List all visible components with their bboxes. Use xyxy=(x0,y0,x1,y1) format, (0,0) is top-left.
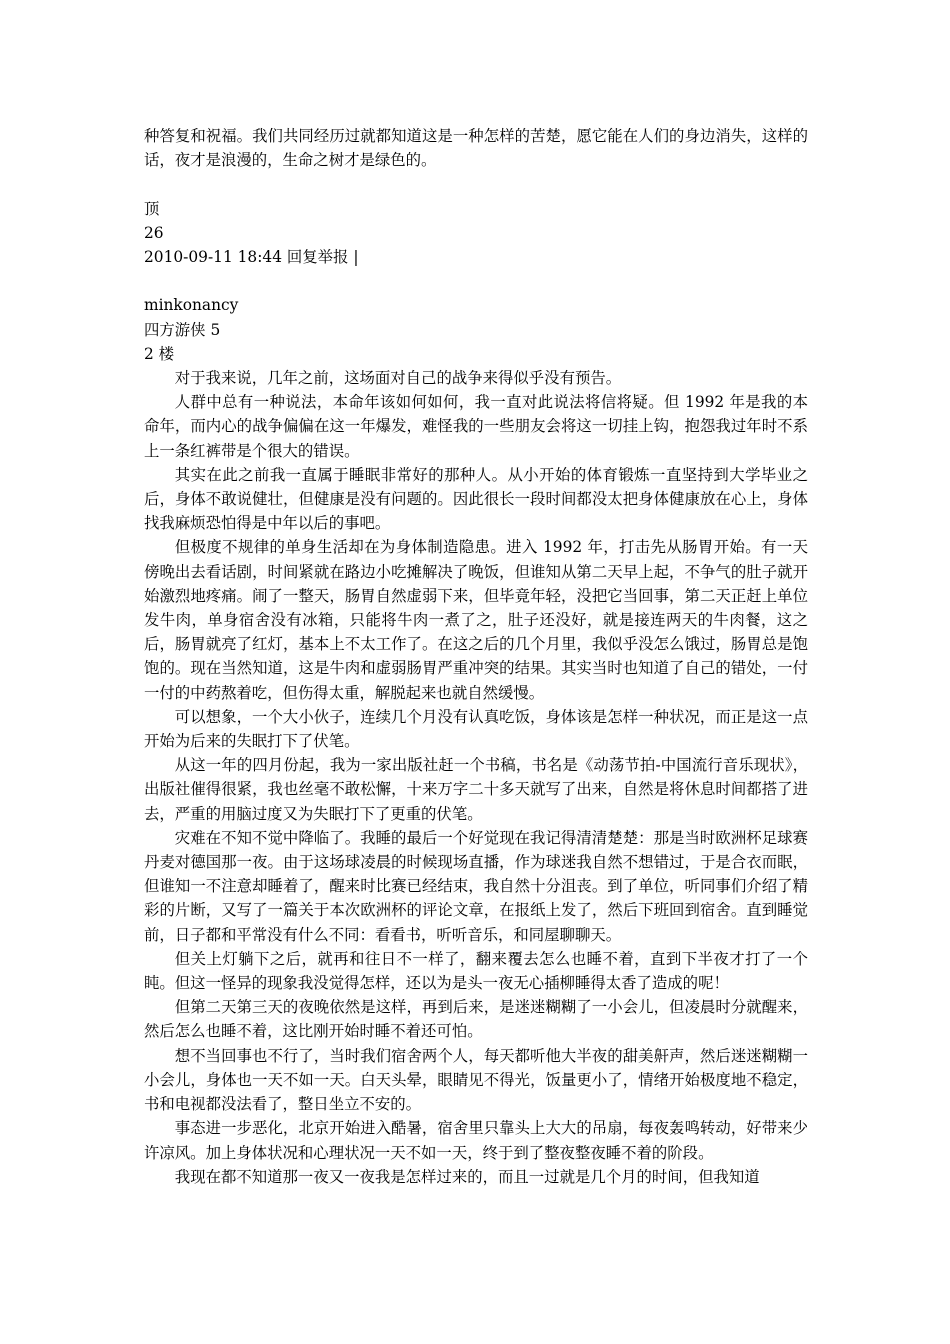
body-paragraph: 其实在此之前我一直属于睡眠非常好的那种人。从小开始的体育锻炼一直坚持到大学毕业之后，身体不敢说健壮，但健康是没有问题的。因此很长一段时间都没太把身体健康放在心上，身体找我麻烦恐怕得是中年以后的事吧。 xyxy=(144,465,808,533)
body-paragraph: 可以想象，一个大小伙子，连续几个月没有认真吃饭，身体该是怎样一种状况，而正是这一点开始为后来的失眠打下了伏笔。 xyxy=(144,707,808,751)
post-count: 26 xyxy=(144,223,164,242)
body-paragraph: 但关上灯躺下之后，就再和往日不一样了，翻来覆去怎么也睡不着，直到下半夜才打了一个盹。但这一怪异的现象我没觉得怎样，还以为是头一夜无心插柳睡得太香了造成的呢！ xyxy=(144,949,808,993)
body-paragraph: 灾难在不知不觉中降临了。我睡的最后一个好觉现在我记得清清楚楚：那是当时欧洲杯足球赛丹麦对德国那一夜。由于这场球凌晨的时候现场直播，作为球迷我自然不想错过，于是合衣而眠，但谁知一不注意却睡着了，醒来时比赛已经结束，我自然十分沮丧。到了单位，听同事们介绍了精彩的片断，又写了一篇关于本次欧洲杯的评论文章，在报纸上发了，然后下班回到宿舍。直到睡觉前，日子都和平常没有什么不同：看看书，听听音乐，和同屋聊聊天。 xyxy=(144,828,808,944)
floor-number: 2 楼 xyxy=(144,344,175,363)
author-username[interactable]: minkonancy xyxy=(144,296,239,315)
spacer xyxy=(144,269,808,293)
top-label[interactable]: 顶 xyxy=(144,199,160,218)
author-rank: 四方游侠 5 xyxy=(144,320,221,339)
intro-paragraph: 种答复和祝福。我们共同经历过就都知道这是一种怎样的苦楚，愿它能在人们的身边消失，这样的话，夜才是浪漫的，生命之树才是绿色的。 xyxy=(144,127,808,170)
body-paragraph: 我现在都不知道那一夜又一夜我是怎样过来的，而且一过就是几个月的时间，但我知道 xyxy=(174,1167,760,1186)
document-page xyxy=(144,124,808,1189)
body-paragraph: 想不当回事也不行了，当时我们宿舍两个人，每天都听他大半夜的甜美鼾声，然后迷迷糊糊一小会儿，身体也一天不如一天。白天头晕，眼睛见不得光，饭量更小了，情绪开始极度地不稳定，书和电视都没法看了，整日坐立不安的。 xyxy=(144,1046,808,1114)
body-paragraph: 从这一年的四月份起，我为一家出版社赶一个书稿，书名是《动荡节拍-中国流行音乐现状》，出版社催得很紧，我也丝毫不敢松懈，十来万字二十多天就写了出来，自然是将休息时间都搭了进去，严重的用脑过度又为失眠打下了更重的伏笔。 xyxy=(144,756,808,823)
body-paragraph: 但极度不规律的单身生活却在为身体制造隐患。进入 1992 年，打击先从肠胃开始。有一天傍晚出去看话剧，时间紧就在路边小吃摊解决了晚饭，但谁知从第二天早上起，不争气的肚子就开始激烈地疼痛。闹了一整天，肠胃自然虚弱下来，但毕竟年轻，没把它当回事，第二天正赶上单位发牛肉，单身宿舍没有冰箱，只能将牛肉一煮了之，肚子还没好，就是接连两天的牛肉餐，这之后，肠胃就亮了红灯，基本上不太工作了。在这之后的几个月里，我似乎没怎么饿过，肠胃总是饱饱的。现在当然知道，这是牛肉和虚弱肠胃严重冲突的结果。其实当时也知道了自己的错处，一付一付的中药熬着吃，但伤得太重，解脱起来也就自然缓慢。 xyxy=(144,538,808,702)
post-timestamp-actions[interactable]: 2010-09-11 18:44 回复举报 | xyxy=(144,248,359,266)
body-paragraph: 人群中总有一种说法，本命年该如何如何，我一直对此说法将信将疑。但 1992 年是我的本命年，而内心的战争偏偏在这一年爆发，难怪我的一些朋友会将这一切挂上钩，抱怨我过年时不系上一条红裤带是个很大的错误。 xyxy=(144,393,808,460)
body-paragraph: 事态进一步恶化，北京开始进入酷暑，宿舍里只靠头上大大的吊扇，每夜轰鸣转动，好带来少许凉风。加上身体状况和心理状况一天不如一天，终于到了整夜整夜睡不着的阶段。 xyxy=(144,1119,808,1162)
spacer xyxy=(144,172,808,196)
body-paragraph: 但第二天第三天的夜晚依然是这样，再到后来，是迷迷糊糊了一小会儿，但凌晨时分就醒来，然后怎么也睡不着，这比刚开始时睡不着还可怕。 xyxy=(144,998,808,1041)
body-paragraph: 对于我来说，几年之前，这场面对自己的战争来得似乎没有预告。 xyxy=(174,369,622,387)
